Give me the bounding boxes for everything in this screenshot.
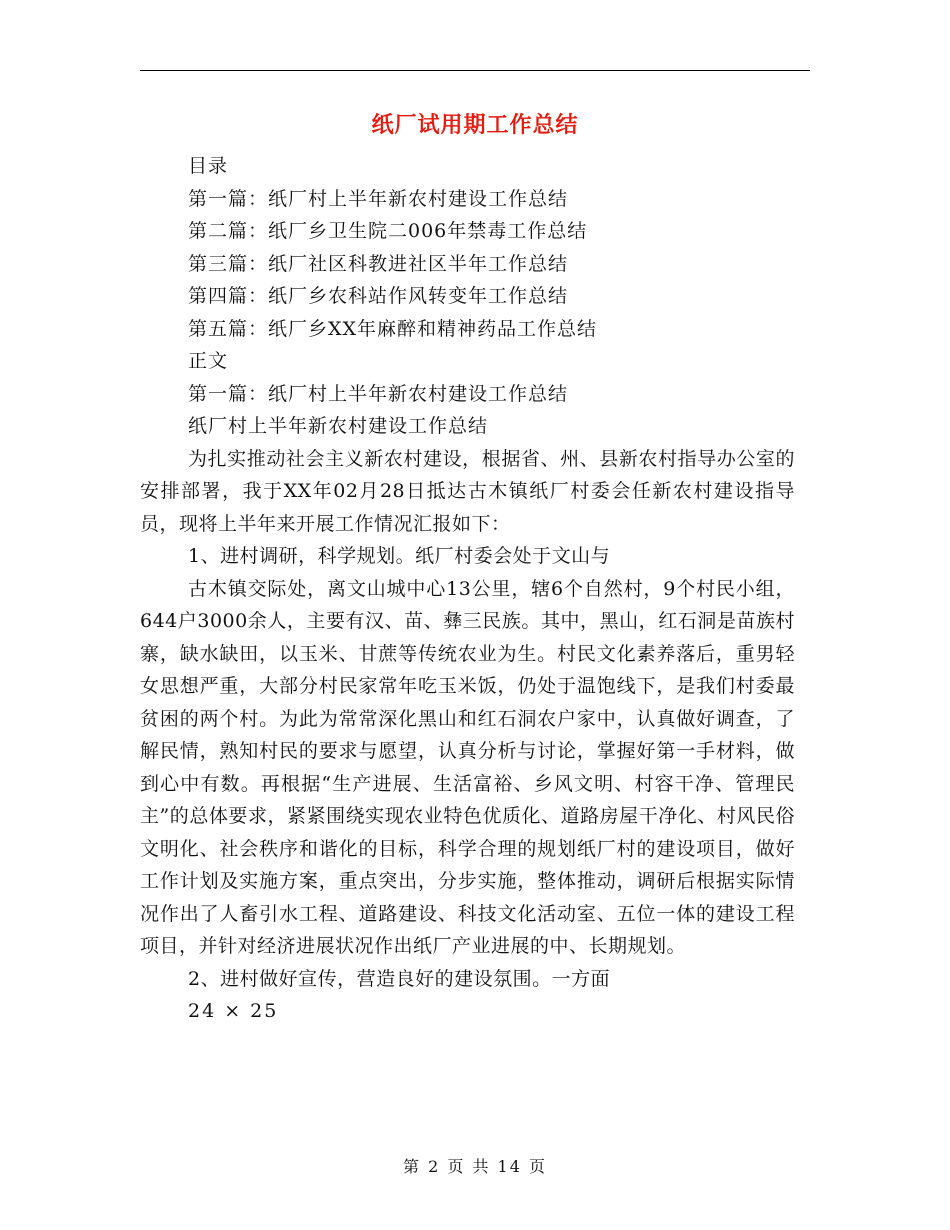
page-footer: 第 2 页 共 14 页 <box>403 1157 547 1176</box>
toc-item: 第四篇：纸厂乡农科站作风转变年工作总结 <box>188 285 569 307</box>
paragraph: 为扎实推动社会主义新农村建设，根据省、州、县新农村指导办公室的安排部署，我于XX年02月28日抵达古木镇纸厂村委会任新农村建设指导员，现将上半年来开展工作情况汇报如下： <box>140 447 795 535</box>
chapter-subtitle: 纸厂村上半年新农村建设工作总结 <box>188 415 489 437</box>
toc-item: 第五篇：纸厂乡XX年麻醉和精神药品工作总结 <box>188 317 598 340</box>
grid-note: 24 × 25 <box>188 1000 279 1022</box>
toc-heading: 目录 <box>188 155 229 177</box>
paragraph: 古木镇交际处，离文山城中心13公里，辖6个自然村，9个村民小组，644户3000余人，主要有汉、苗、彝三民族。其中，黑山，红石洞是苗族村寨，缺水缺田，以玉米、甘蔗等传统农业为生。村民文化素养落后，重男轻女思想严重，大部分村民家常年吃玉米饭，仍处于温饱线下，是我们村委最贫困的两个村。为此为常常深化黑山和红石洞农户家中，认真做好调查，了解民情，熟知村民的要求与愿望，认真分析与讨论，掌握好第一手材料，做到心中有数。再根据“生产进展、生活富裕、乡风文明、村容干净、管理民主”的总体要求，紧紧围绕实现农业特色优质化、道路房屋干净化、村风民俗文明化、社会秩序和谐化的目标，科学合理的规划纸厂村的建设项目，做好工作计划及实施方案，重点突出，分步实施，整体推动，调研后根据实际情况作出了人畜引水工程、道路建设、科技文化活动室、五位一体的建设工程项目，并针对经济进展状况作出纸厂产业进展的中、长期规划。 <box>140 577 795 957</box>
toc-item: 第二篇：纸厂乡卫生院二006年禁毒工作总结 <box>188 220 588 242</box>
toc-item: 第三篇：纸厂社区科教进社区半年工作总结 <box>188 252 569 275</box>
paragraph: 2、进村做好宣传，营造良好的建设氛围。一方面 <box>188 967 611 990</box>
chapter-title: 第一篇：纸厂村上半年新农村建设工作总结 <box>188 382 569 405</box>
body-heading: 正文 <box>188 350 229 372</box>
toc-item: 第一篇：纸厂村上半年新农村建设工作总结 <box>188 187 569 210</box>
header-rule <box>140 70 810 71</box>
document-title: 纸厂试用期工作总结 <box>371 112 579 138</box>
paragraph: 1、进村调研，科学规划。纸厂村委会处于文山与 <box>188 545 611 567</box>
document-body <box>140 150 795 1028</box>
